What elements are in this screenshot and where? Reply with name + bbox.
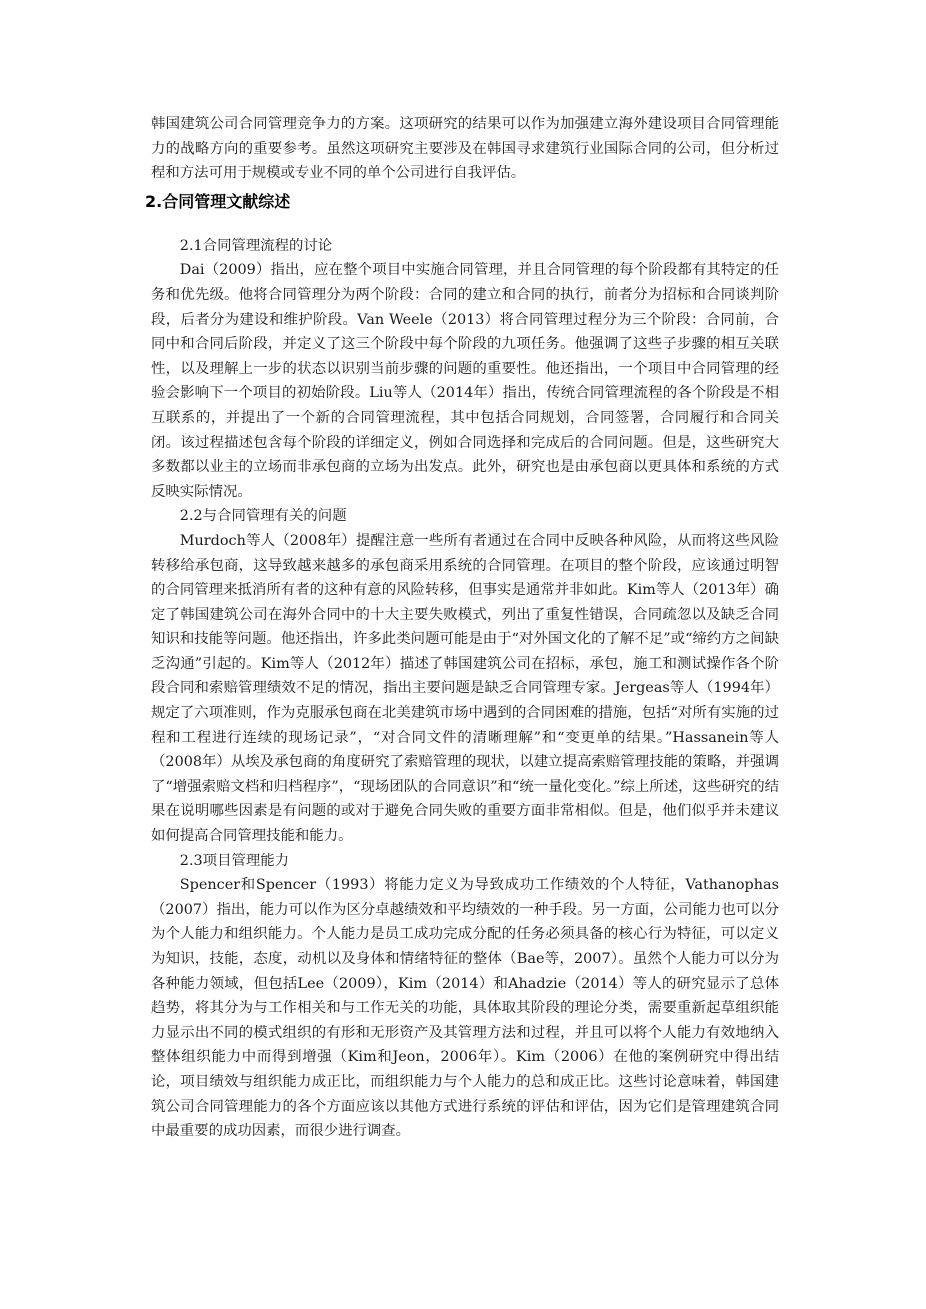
subsection-title-2-3: 2.3项目管理能力 [179, 852, 290, 869]
subsection-title-2-2: 2.2与合同管理有关的问题 [179, 508, 347, 525]
document-page [145, 112, 779, 1144]
subsection-title-2-1: 2.1合同管理流程的讨论 [179, 237, 333, 254]
intro-paragraph: 韩国建筑公司合同管理竞争力的方案。这项研究的结果可以作为加强建立海外建设项目合同管理能力的战略方向的重要参考。虽然这项研究主要涉及在韩国寻求建筑行业国际合同的公司，但分析过程和方法可用于规模或专业不同的单个公司进行自我评估。 [151, 116, 779, 182]
subsection-body-2-1: Dai（2009）指出，应在整个项目中实施合同管理，并且合同管理的每个阶段都有其特定的任务和优先级。他将合同管理分为两个阶段：合同的建立和合同的执行，前者分为招标和合同谈判阶段，后者分为建设和维护阶段。Van Weele（2013）将合同管理过程分为三个阶段：合同前，合同中和合同后阶段，并定义了这三个阶段中每个阶段的九项任务。他强调了这些子步骤的相互关联性，以及理解上一步的状态以识别当前步骤的问题的重要性。他还指出，一个项目中合同管理的经验会影响下一个项目的初始阶段。Liu等人（2014年）指出，传统合同管理流程的各个阶段是不相互联系的，并提出了一个新的合同管理流程，其中包括合同规划，合同签署，合同履行和合同关闭。该过程描述包含每个阶段的详细定义，例如合同选择和完成后的合同问题。但是，这些研究大多数都以业主的立场而非承包商的立场为出发点。此外，研究也是由承包商以更具体和系统的方式反映实际情况。 [151, 262, 779, 500]
subsection-body-2-2: Murdoch等人（2008年）提醒注意一些所有者通过在合同中反映各种风险，从而将这些风险转移给承包商，这导致越来越多的承包商采用系统的合同管理。在项目的整个阶段，应该通过明智的合同管理来抵消所有者的这种有意的风险转移，但事实是通常并非如此。Kim等人（2013年）确定了韩国建筑公司在海外合同中的十大主要失败模式，列出了重复性错误，合同疏忽以及缺乏合同知识和技能等问题。他还指出，许多此类问题可能是由于“对外国文化的了解不足”或“缔约方之间缺乏沟通”引起的。Kim等人（2012年）描述了韩国建筑公司在招标，承包，施工和测试操作各个阶段合同和索赔管理绩效不足的情况，指出主要问题是缺乏合同管理专家。Jergeas等人（1994年）规定了六项准则，作为克服承包商在北美建筑市场中遇到的合同困难的措施，包括“对所有实施的过程和工程进行连续的现场记录”，“对合同文件的清晰理解”和“变更单的结果。”Hassanein等人（2008年）从埃及承包商的角度研究了索赔管理的现状，以建立提高索赔管理技能的策略，并强调了“增强索赔文档和归档程序”，“现场团队的合同意识”和“统一量化变化。”综上所述，这些研究的结果在说明哪些因素是有问题的或对于避免合同失败的重要方面非常相似。但是，他们似乎并未建议如何提高合同管理技能和能力。 [151, 532, 779, 845]
section-heading: 2.合同管理文献综述 [145, 191, 291, 211]
subsection-body-2-3: Spencer和Spencer（1993）将能力定义为导致成功工作绩效的个人特征，Vathanophas（2007）指出，能力可以作为区分卓越绩效和平均绩效的一种手段。另一方面，公司能力也可以分为个人能力和组织能力。个人能力是员工成功完成分配的任务必须具备的核心行为特征，可以定义为知识，技能，态度，动机以及身体和情绪特征的整体（Bae等，2007）。虽然个人能力可以分为各种能力领域，但包括Lee（2009），Kim（2014）和Ahadzie（2014）等人的研究显示了总体趋势，将其分为与工作相关和与工作无关的功能，具体取其阶段的理论分类，需要重新起草组织能力显示出不同的模式组织的有形和无形资产及其管理方法和过程，并且可以将个人能力有效地纳入整体组织能力中而得到增强（Kim和Jeon，2006年）。Kim（2006）在他的案例研究中得出结论，项目绩效与组织能力成正比，而组织能力与个人能力的总和成正比。这些讨论意味着，韩国建筑公司合同管理能力的各个方面应该以其他方式进行系统的评估和评估，因为它们是管理建筑合同中最重要的成功因素，而很少进行调查。 [151, 877, 779, 1140]
